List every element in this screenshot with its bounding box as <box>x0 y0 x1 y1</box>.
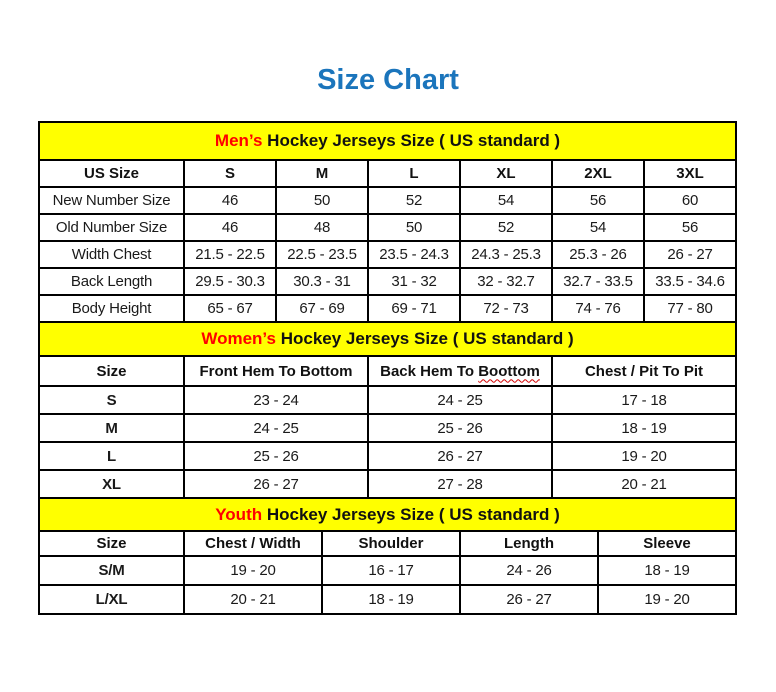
womens-column-header-back-hem <box>368 356 552 386</box>
value-cell: 18 - 19 <box>322 585 460 614</box>
youth-column-header-size: Size <box>39 531 184 556</box>
value-cell: 60 <box>644 187 736 214</box>
womens-title-accent-text: Women’s <box>201 329 276 348</box>
row-label-cell: New Number Size <box>39 187 184 214</box>
youth-table-title-row <box>39 498 736 531</box>
mens-column-header-l: L <box>368 160 460 187</box>
value-cell: 24 - 25 <box>368 386 552 414</box>
value-cell: 19 - 20 <box>184 556 322 585</box>
back-hem-label-prefix: Back Hem To <box>380 362 479 380</box>
womens-size-table <box>38 321 737 499</box>
table-row <box>39 187 736 214</box>
youth-column-header-shoulder: Shoulder <box>322 531 460 556</box>
mens-column-header-row <box>39 160 736 187</box>
mens-table-title <box>39 122 736 160</box>
value-cell: 17 - 18 <box>552 386 736 414</box>
womens-column-header-row <box>39 356 736 386</box>
mens-column-header-2xl: 2XL <box>552 160 644 187</box>
value-cell: 56 <box>552 187 644 214</box>
row-label-cell: Width Chest <box>39 241 184 268</box>
mens-table-body <box>39 187 736 322</box>
value-cell: 72 - 73 <box>460 295 552 322</box>
youth-title-accent-text: Youth <box>215 504 263 524</box>
value-cell: 26 - 27 <box>460 585 598 614</box>
value-cell: 69 - 71 <box>368 295 460 322</box>
table-row <box>39 585 736 614</box>
womens-table-title <box>39 322 736 356</box>
row-label-cell: Old Number Size <box>39 214 184 241</box>
row-label-cell: L <box>39 442 184 470</box>
youth-size-table <box>38 497 737 615</box>
value-cell: 24.3 - 25.3 <box>460 241 552 268</box>
value-cell: 48 <box>276 214 368 241</box>
value-cell: 24 - 26 <box>460 556 598 585</box>
mens-column-header-3xl: 3XL <box>644 160 736 187</box>
row-label-cell: XL <box>39 470 184 498</box>
womens-title-rest-text: Hockey Jerseys Size ( US standard ) <box>275 329 574 348</box>
size-chart-tables <box>38 121 737 615</box>
youth-table-title <box>39 498 736 531</box>
table-row <box>39 241 736 268</box>
value-cell: 46 <box>184 187 276 214</box>
value-cell: 77 - 80 <box>644 295 736 322</box>
value-cell: 50 <box>368 214 460 241</box>
value-cell: 32 - 32.7 <box>460 268 552 295</box>
youth-title-rest-text: Hockey Jerseys Size ( US standard ) <box>262 504 560 524</box>
row-label-cell: Body Height <box>39 295 184 322</box>
value-cell: 50 <box>276 187 368 214</box>
womens-column-header-front-hem: Front Hem To Bottom <box>184 356 368 386</box>
womens-column-header-chest: Chest / Pit To Pit <box>552 356 736 386</box>
table-row <box>39 295 736 322</box>
value-cell: 20 - 21 <box>184 585 322 614</box>
mens-table-title-row <box>39 122 736 160</box>
value-cell: 33.5 - 34.6 <box>644 268 736 295</box>
mens-column-header-m: M <box>276 160 368 187</box>
table-row <box>39 386 736 414</box>
value-cell: 74 - 76 <box>552 295 644 322</box>
youth-column-header-row <box>39 531 736 556</box>
mens-column-header-s: S <box>184 160 276 187</box>
value-cell: 25 - 26 <box>368 414 552 442</box>
value-cell: 29.5 - 30.3 <box>184 268 276 295</box>
value-cell: 21.5 - 22.5 <box>184 241 276 268</box>
table-row <box>39 268 736 295</box>
value-cell: 22.5 - 23.5 <box>276 241 368 268</box>
value-cell: 23 - 24 <box>184 386 368 414</box>
page-title: Size Chart <box>317 64 459 96</box>
youth-column-header-sleeve: Sleeve <box>598 531 736 556</box>
value-cell: 27 - 28 <box>368 470 552 498</box>
mens-size-table <box>38 121 737 323</box>
value-cell: 56 <box>644 214 736 241</box>
mens-title-rest-text: Hockey Jerseys Size ( US standard ) <box>262 131 561 150</box>
value-cell: 20 - 21 <box>552 470 736 498</box>
value-cell: 19 - 20 <box>598 585 736 614</box>
row-label-cell: S <box>39 386 184 414</box>
mens-title-accent-text: Men’s <box>214 131 263 150</box>
value-cell: 26 - 27 <box>368 442 552 470</box>
mens-column-header-xl: XL <box>460 160 552 187</box>
value-cell: 52 <box>368 187 460 214</box>
value-cell: 31 - 32 <box>368 268 460 295</box>
table-row <box>39 214 736 241</box>
table-row <box>39 556 736 585</box>
value-cell: 46 <box>184 214 276 241</box>
value-cell: 18 - 19 <box>552 414 736 442</box>
value-cell: 24 - 25 <box>184 414 368 442</box>
value-cell: 26 - 27 <box>184 470 368 498</box>
value-cell: 54 <box>552 214 644 241</box>
value-cell: 25 - 26 <box>184 442 368 470</box>
value-cell: 32.7 - 33.5 <box>552 268 644 295</box>
youth-column-header-chest-width: Chest / Width <box>184 531 322 556</box>
value-cell: 19 - 20 <box>552 442 736 470</box>
row-label-cell: Back Length <box>39 268 184 295</box>
value-cell: 23.5 - 24.3 <box>368 241 460 268</box>
row-label-cell: S/M <box>39 556 184 585</box>
value-cell: 18 - 19 <box>598 556 736 585</box>
youth-table-body <box>39 556 736 614</box>
table-row <box>39 442 736 470</box>
womens-table-body <box>39 386 736 498</box>
value-cell: 65 - 67 <box>184 295 276 322</box>
row-label-cell: L/XL <box>39 585 184 614</box>
womens-column-header-size: Size <box>39 356 184 386</box>
womens-table-title-row <box>39 322 736 356</box>
value-cell: 52 <box>460 214 552 241</box>
youth-column-header-length: Length <box>460 531 598 556</box>
table-row <box>39 414 736 442</box>
value-cell: 26 - 27 <box>644 241 736 268</box>
value-cell: 54 <box>460 187 552 214</box>
value-cell: 67 - 69 <box>276 295 368 322</box>
back-hem-misspelled-word: Boottom <box>478 362 540 380</box>
value-cell: 25.3 - 26 <box>552 241 644 268</box>
row-label-cell: M <box>39 414 184 442</box>
mens-column-header-us-size: US Size <box>39 160 184 187</box>
value-cell: 16 - 17 <box>322 556 460 585</box>
table-row <box>39 470 736 498</box>
value-cell: 30.3 - 31 <box>276 268 368 295</box>
